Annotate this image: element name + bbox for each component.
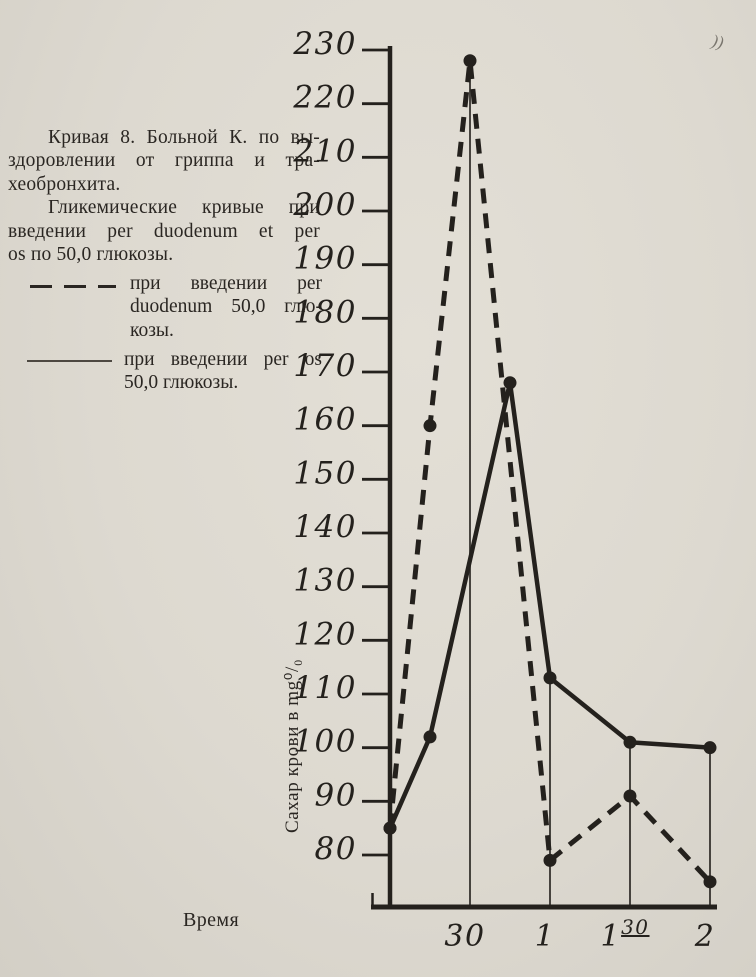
y-tick-label: 130 [293,562,357,599]
data-point-marker [544,854,557,867]
caption-line: Гликемические кривые при [48,197,320,219]
legend-label-line: при введении per [130,273,322,294]
y-tick-label: 140 [293,509,357,545]
x-tick-label: 2 [694,919,716,954]
data-point-marker [424,419,437,432]
legend-label-line: козы. [130,319,174,341]
y-axis-title: Сахар крови в mg⁰/₀ [282,658,303,833]
y-tick-label: 80 [314,831,357,867]
y-tick-label: 230 [293,26,357,62]
caption-line: хеобронхита. [8,173,121,195]
y-tick-label: 100 [293,723,357,760]
legend-label-line: 50,0 глюкозы. [124,372,239,394]
data-point-marker [424,730,437,743]
data-point-marker [464,54,477,67]
data-point-marker [704,741,717,754]
x-tick-label: 30 [444,919,486,954]
y-tick-label: 200 [293,187,357,223]
x-tick-label: 1 [534,919,556,954]
data-point-marker [544,671,557,684]
caption-line: os по 50,0 глюкозы. [8,244,174,266]
y-tick-label: 160 [293,401,357,438]
data-point-marker [704,875,717,888]
caption-line: Кривая 8. Больной К. по вы- [48,127,320,148]
scan-artifact: )) [709,30,726,53]
y-tick-label: 180 [293,294,357,331]
y-tick-label: 220 [293,79,357,116]
caption-line: здоровлении от гриппа и тра- [8,150,320,172]
data-point-marker [624,736,637,749]
legend-label-line: при введении per os [124,349,322,370]
y-tick-label: 120 [293,616,357,653]
caption-line: введении per duodenum et per [8,220,320,242]
data-point-marker [624,789,637,802]
data-point-marker [504,376,517,389]
y-tick-label: 110 [293,670,357,706]
y-tick-label: 170 [293,348,357,384]
x-tick-label: $1^{30}$ [600,915,650,954]
y-tick-label: 150 [293,455,357,492]
legend-label-line: duodenum 50,0 глю- [130,296,322,318]
y-tick-label: 210 [293,133,357,170]
y-tick-label: 190 [293,240,357,277]
x-axis-title: Время [183,909,240,931]
y-tick-label: 90 [314,777,357,814]
data-point-marker [384,822,397,835]
